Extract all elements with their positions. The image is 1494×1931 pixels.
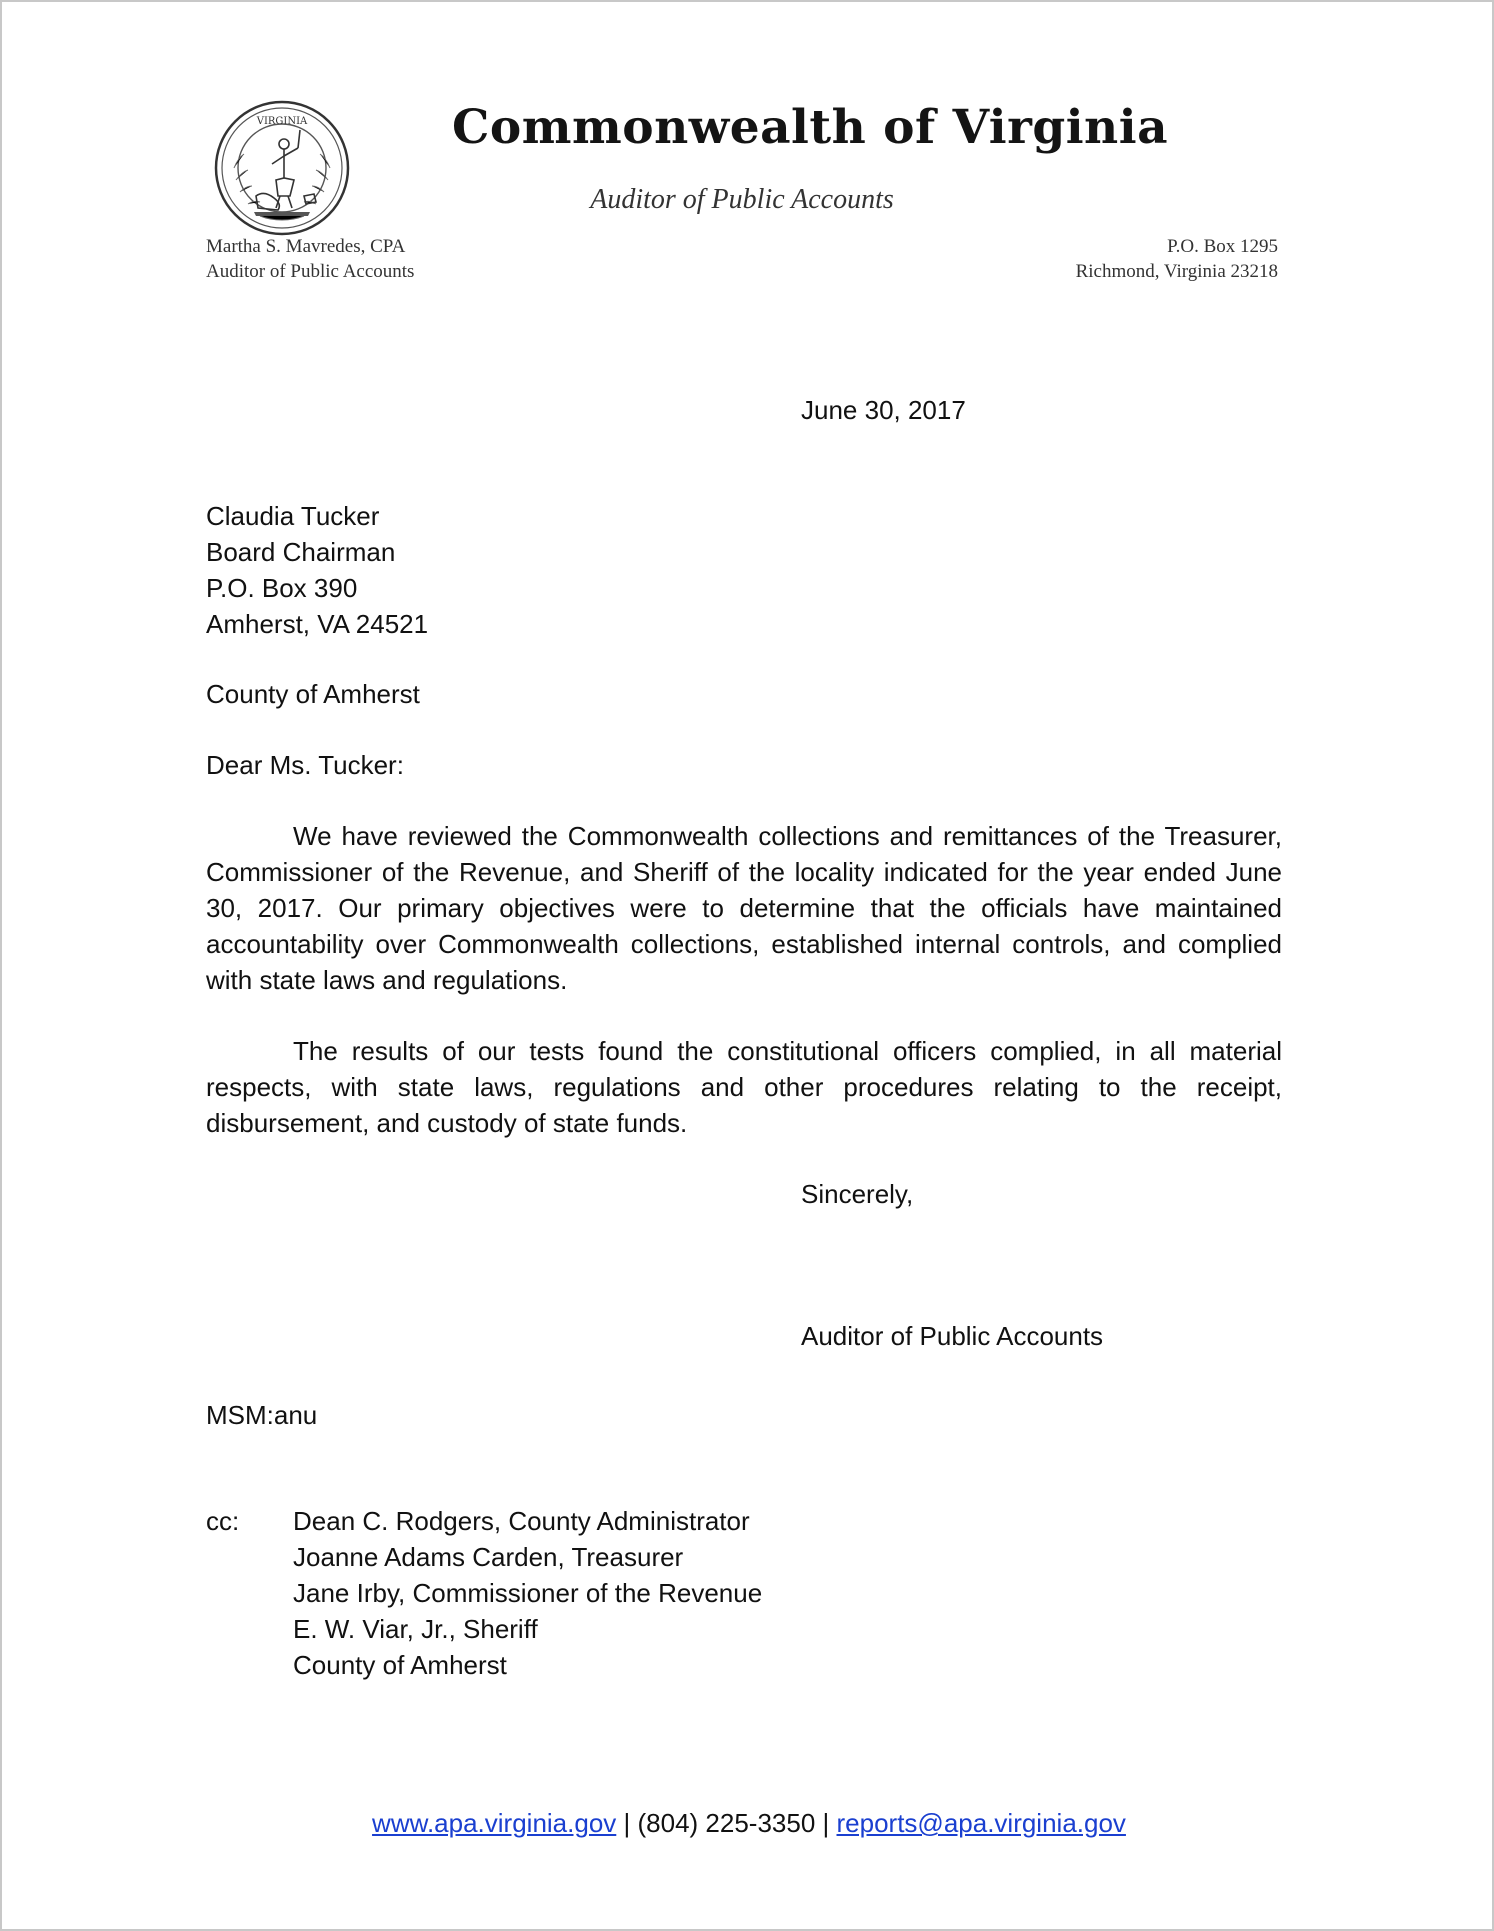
letterhead-subtitle: Auditor of Public Accounts [590, 184, 894, 215]
footer [2, 1808, 1494, 1839]
cc-item: E. W. Viar, Jr., Sheriff [293, 1614, 538, 1644]
office-po-box: P.O. Box 1295 [1167, 236, 1278, 257]
cc-label: cc: [206, 1506, 240, 1536]
locality: County of Amherst [206, 679, 420, 709]
email-link[interactable]: reports@apa.virginia.gov [836, 1808, 1126, 1838]
auditor-info [206, 234, 414, 284]
auditor-office: Auditor of Public Accounts [206, 261, 415, 282]
cc-item: Joanne Adams Carden, Treasurer [293, 1542, 684, 1572]
website-link[interactable]: www.apa.virginia.gov [372, 1808, 617, 1838]
closing: Sincerely, [801, 1179, 914, 1209]
cc-list [293, 1503, 762, 1683]
seal-text: VIRGINIA [256, 116, 308, 127]
typist-initials: MSM:anu [206, 1400, 318, 1430]
virginia-seal-icon [214, 100, 350, 236]
letter-date: June 30, 2017 [801, 395, 966, 425]
cc-item: Jane Irby, Commissioner of the Revenue [293, 1578, 763, 1608]
paragraph-1: We have reviewed the Commonwealth collections and remittances of the Treasurer, Commissioner of the Revenue, and Sheriff of the locality indicated for the year ended June 30, 2017. Our primary objectives were to determine that the officials have maintained accountability over Commonwealth collections, established internal controls, and complied with state laws and regulations. [206, 821, 1282, 995]
footer-separator: | [616, 1808, 638, 1838]
cc-item: County of Amherst [293, 1650, 507, 1680]
recipient-name: Claudia Tucker [206, 501, 380, 531]
office-address [1076, 234, 1278, 284]
recipient-title: Board Chairman [206, 537, 396, 567]
phone-number: (804) 225-3350 [637, 1808, 816, 1838]
auditor-name: Martha S. Mavredes, CPA [206, 236, 406, 257]
signer: Auditor of Public Accounts [801, 1321, 1104, 1351]
salutation: Dear Ms. Tucker: [206, 750, 404, 780]
cc-item: Dean C. Rodgers, County Administrator [293, 1506, 750, 1536]
paragraph-2: The results of our tests found the constitutional officers complied, in all material respects, with state laws, regulations and other procedures relating to the receipt, disbursement, and custody of state funds. [206, 1036, 1282, 1138]
recipient-po-box: P.O. Box 390 [206, 573, 358, 603]
recipient-city: Amherst, VA 24521 [206, 609, 429, 639]
office-city: Richmond, Virginia 23218 [1075, 261, 1278, 282]
footer-separator: | [815, 1808, 837, 1838]
letterhead-title: Commonwealth of Virginia [452, 100, 1169, 155]
recipient-address [206, 498, 428, 642]
